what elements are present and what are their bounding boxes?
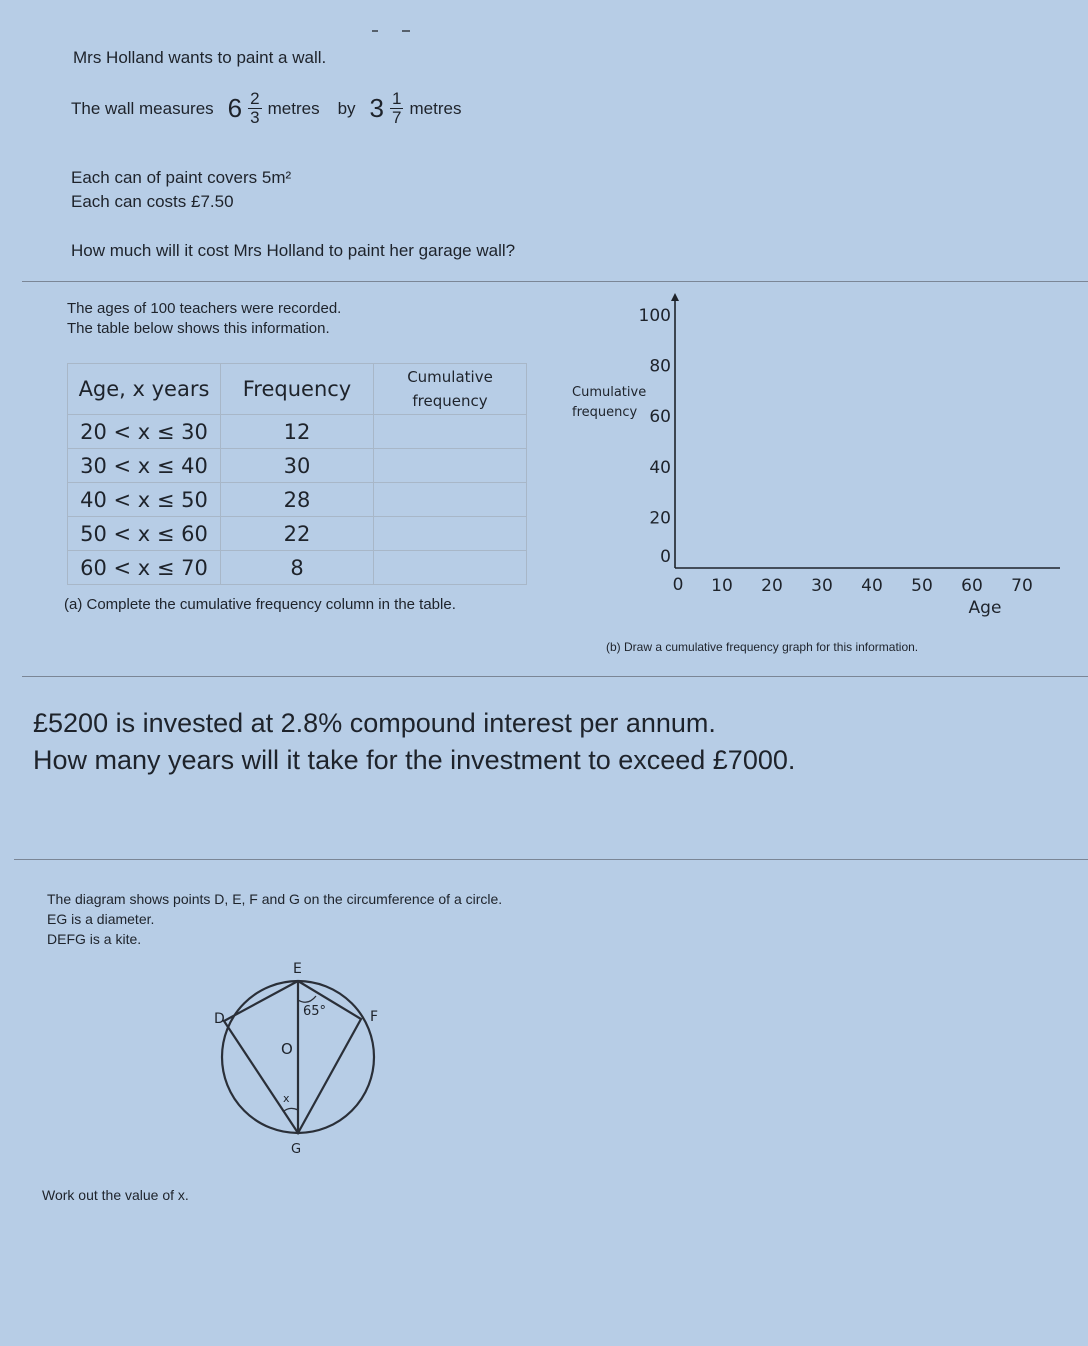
cell-cumulative-input[interactable] xyxy=(374,483,527,517)
table-row xyxy=(68,517,527,551)
x-tick-label: 60 xyxy=(961,576,983,596)
q1-intro: Mrs Holland wants to paint a wall. xyxy=(73,48,327,67)
angle-arc-x xyxy=(283,1108,298,1112)
label-f: F xyxy=(370,1009,379,1025)
q4-line-2: EG is a diameter. xyxy=(47,911,155,927)
chart-axes-layer xyxy=(572,293,1060,618)
label-d: D xyxy=(214,1011,225,1027)
stray-mark xyxy=(402,30,410,32)
q1-measure-prefix: The wall measures xyxy=(71,98,214,118)
header-age: Age, x years xyxy=(68,364,221,415)
header-cumulative-line2: frequency xyxy=(412,392,488,410)
cell-frequency: 22 xyxy=(221,517,374,551)
divider xyxy=(14,859,1088,860)
label-x: x xyxy=(283,1092,290,1105)
cell-cumulative-input[interactable] xyxy=(374,449,527,483)
q1-unit-2: metres xyxy=(409,98,462,118)
q4-question: Work out the value of x. xyxy=(42,1187,189,1203)
q2-intro-2: The table below shows this information. xyxy=(67,320,330,337)
q1-unit-1: metres xyxy=(267,98,320,118)
q2-part-b: (b) Draw a cumulative frequency graph for this information. xyxy=(606,640,919,654)
table-row xyxy=(68,483,527,517)
cell-frequency: 28 xyxy=(221,483,374,517)
label-g: G xyxy=(291,1142,302,1157)
x-axis-title: Age xyxy=(968,598,1002,618)
q1-dim1-whole: 6 xyxy=(227,93,243,123)
y-origin-label: 0 xyxy=(660,547,671,567)
cell-age: 30 < x ≤ 40 xyxy=(68,449,221,483)
q1-dim2-den: 7 xyxy=(392,108,402,127)
y-tick-label: 80 xyxy=(649,356,671,377)
cell-cumulative-input[interactable] xyxy=(374,415,527,449)
circle-kite-diagram xyxy=(190,950,410,1170)
x-tick-label: 10 xyxy=(711,576,733,596)
x-tick-label: 70 xyxy=(1011,576,1033,596)
y-axis-title-line1: Cumulative xyxy=(572,385,647,401)
cell-age: 40 < x ≤ 50 xyxy=(68,483,221,517)
q1-dim1-num: 2 xyxy=(250,89,260,108)
angle-arc-65 xyxy=(298,996,316,1002)
y-tick-label: 100 xyxy=(638,306,671,326)
header-frequency: Frequency xyxy=(221,364,374,415)
cell-cumulative-input[interactable] xyxy=(374,551,527,585)
q2-part-a: (a) Complete the cumulative frequency column in the table. xyxy=(64,596,456,613)
q1-dim2-num: 1 xyxy=(392,89,402,108)
table-row xyxy=(68,415,527,449)
y-axis-title-line2: frequency xyxy=(572,405,638,421)
q1-measurements xyxy=(71,90,461,127)
y-tick-label: 20 xyxy=(649,508,671,529)
cell-frequency: 12 xyxy=(221,415,374,449)
q1-dim1-fraction xyxy=(248,90,261,127)
x-tick-label: 50 xyxy=(911,576,933,596)
y-tick-label: 60 xyxy=(649,407,671,428)
q1-by: by xyxy=(337,98,356,118)
cell-age: 50 < x ≤ 60 xyxy=(68,517,221,551)
q1-cost: Each can costs £7.50 xyxy=(71,192,234,211)
q1-dim2-fraction xyxy=(390,90,403,127)
cell-frequency: 8 xyxy=(221,551,374,585)
q3-line-1: £5200 is invested at 2.8% compound interest per annum. xyxy=(33,708,716,738)
cell-age: 60 < x ≤ 70 xyxy=(68,551,221,585)
table-row xyxy=(68,449,527,483)
label-e: E xyxy=(293,961,302,977)
divider xyxy=(22,281,1088,282)
label-angle-65: 65° xyxy=(303,1004,327,1019)
x-tick-label: 20 xyxy=(761,576,783,596)
table-header-row xyxy=(68,364,527,415)
q1-coverage: Each can of paint covers 5m² xyxy=(71,168,292,187)
label-o: O xyxy=(281,1040,293,1058)
q2-intro-1: The ages of 100 teachers were recorded. xyxy=(67,300,342,317)
cumulative-frequency-chart[interactable] xyxy=(560,285,1080,625)
q1-dim2-whole: 3 xyxy=(369,93,385,123)
stray-mark xyxy=(372,30,378,32)
q1-dim1-den: 3 xyxy=(250,108,260,127)
x-tick-label: 30 xyxy=(811,576,833,596)
y-tick-label: 40 xyxy=(649,457,671,478)
x-tick-label: 40 xyxy=(861,576,883,596)
q1-question: How much will it cost Mrs Holland to paint her garage wall? xyxy=(71,241,516,260)
q3-line-2: How many years will it take for the investment to exceed £7000. xyxy=(33,745,796,775)
q4-line-1: The diagram shows points D, E, F and G on the circumference of a circle. xyxy=(47,891,503,907)
cell-cumulative-input[interactable] xyxy=(374,517,527,551)
cell-frequency: 30 xyxy=(221,449,374,483)
q4-line-3: DEFG is a kite. xyxy=(47,931,142,947)
cell-age: 20 < x ≤ 30 xyxy=(68,415,221,449)
divider xyxy=(22,676,1088,677)
age-frequency-table xyxy=(67,363,527,585)
header-cumulative xyxy=(374,364,527,415)
table-row xyxy=(68,551,527,585)
x-origin-label: 0 xyxy=(672,575,684,595)
header-cumulative-line1: Cumulative xyxy=(407,368,493,386)
y-axis-arrow xyxy=(671,293,679,301)
